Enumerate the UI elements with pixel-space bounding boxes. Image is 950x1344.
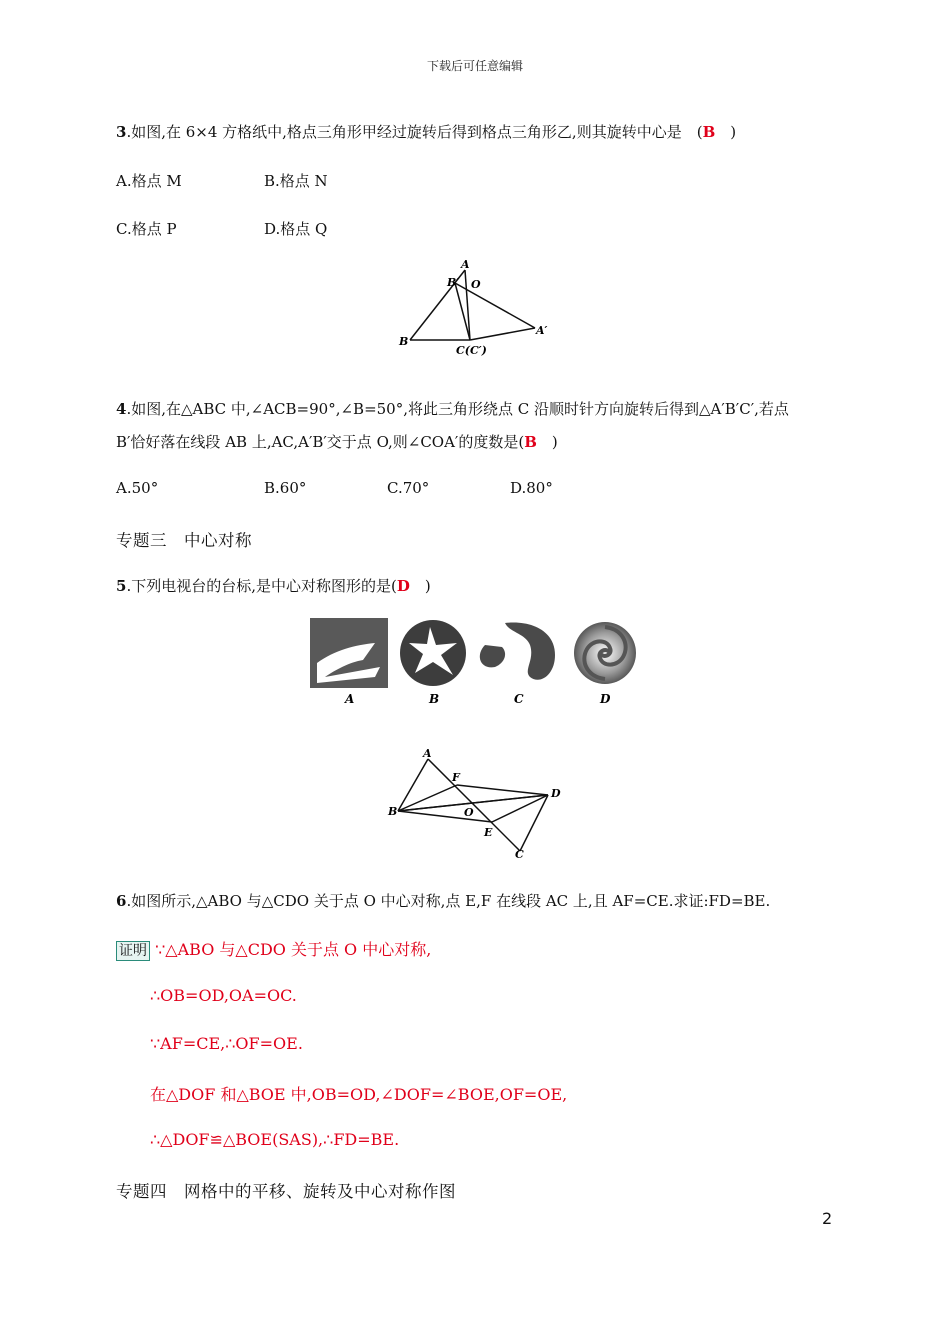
page-header: 下载后可任意编辑 (426, 59, 523, 73)
logo-d-icon (574, 622, 636, 684)
question-3-close: ) (715, 123, 737, 141)
question-5 (116, 575, 431, 597)
proof-badge: 证明 (116, 941, 150, 961)
question-3-text: .如图,在 6×4 方格纸中,格点三角形甲经过旋转后得到格点三角形乙,则其旋转中心是 ( (126, 123, 703, 141)
proof-step-5: ∴△DOF≌△BOE(SAS),∴FD=BE. (150, 1130, 400, 1149)
q4-option-a: A.50° (116, 479, 159, 497)
logo-b-label: B (429, 692, 440, 706)
q6-label-f: F (452, 771, 460, 784)
logo-b-icon (400, 620, 466, 686)
section-3-title: 专题三 中心对称 (116, 531, 252, 550)
question-4-text-2: B′恰好落在线段 AB 上,AC,A′B′交于点 O,则∠COA′的度数是( (116, 433, 525, 451)
logo-a-label: A (345, 692, 355, 706)
proof-step-2: ∴OB=OD,OA=OC. (150, 986, 297, 1005)
question-6 (116, 890, 770, 912)
question-3-number: 3 (116, 123, 127, 141)
q4-option-c: C.70° (387, 479, 430, 497)
question-6-number: 6 (116, 892, 127, 910)
logo-d-label: D (600, 692, 611, 706)
proof-step-1: ∵△ABO 与△CDO 关于点 O 中心对称, (155, 940, 432, 959)
q4-option-b: B.60° (264, 479, 307, 497)
tv-logos-figure (305, 615, 645, 710)
q3-label-b: B (399, 335, 409, 348)
q6-label-e: E (484, 826, 493, 839)
page-number: 2 (822, 1209, 833, 1228)
q6-symmetry-figure (380, 745, 570, 870)
q6-label-a: A (423, 747, 432, 760)
question-4-text-1: .如图,在△ABC 中,∠ACB=90°,∠B=50°,将此三角形绕点 C 沿顺时针方向旋转后得到△A′B′C′,若点 (126, 400, 789, 418)
logo-c-label: C (514, 692, 524, 706)
q6-label-o: O (464, 806, 474, 819)
q3-option-b: B.格点 N (264, 172, 328, 190)
q3-option-d: D.格点 Q (264, 220, 328, 238)
q6-label-d: D (551, 787, 561, 800)
q3-option-c: C.格点 P (116, 220, 177, 238)
q4-option-d: D.80° (510, 479, 553, 497)
question-5-close: ) (409, 577, 431, 595)
question-5-answer: D (396, 577, 410, 595)
q3-label-b-prime: B′ (447, 276, 460, 289)
q3-label-o: O (471, 278, 481, 291)
proof-step-4: 在△DOF 和△BOE 中,OB=OD,∠DOF=∠BOE,OF=OE, (150, 1085, 568, 1104)
question-4-number: 4 (116, 400, 127, 418)
question-4-answer: B (524, 433, 537, 451)
proof-line-1 (116, 937, 431, 961)
proof-step-3: ∵AF=CE,∴OF=OE. (150, 1034, 303, 1053)
q3-label-a: A (461, 258, 470, 271)
question-4-close: ) (536, 433, 558, 451)
q3-label-a-prime: A′ (536, 324, 548, 337)
logo-c-icon (480, 622, 555, 679)
question-6-text: .如图所示,△ABO 与△CDO 关于点 O 中心对称,点 E,F 在线段 AC 上,且 AF=CE.求证:FD=BE. (126, 892, 771, 910)
q3-label-c: C(C′) (456, 344, 487, 357)
logo-a-icon (310, 618, 388, 688)
question-3-answer: B (702, 123, 716, 141)
question-4-line-2 (116, 431, 558, 453)
question-4-line-1 (116, 398, 789, 420)
q3-option-a: A.格点 M (116, 172, 182, 190)
question-5-number: 5 (116, 577, 127, 595)
section-4-title: 专题四 网格中的平移、旋转及中心对称作图 (116, 1182, 456, 1201)
question-5-text: .下列电视台的台标,是中心对称图形的是( (126, 577, 397, 595)
q3-rotation-figure (395, 255, 555, 360)
q6-label-c: C (515, 848, 524, 861)
question-3 (116, 121, 736, 143)
q6-label-b: B (388, 805, 398, 818)
